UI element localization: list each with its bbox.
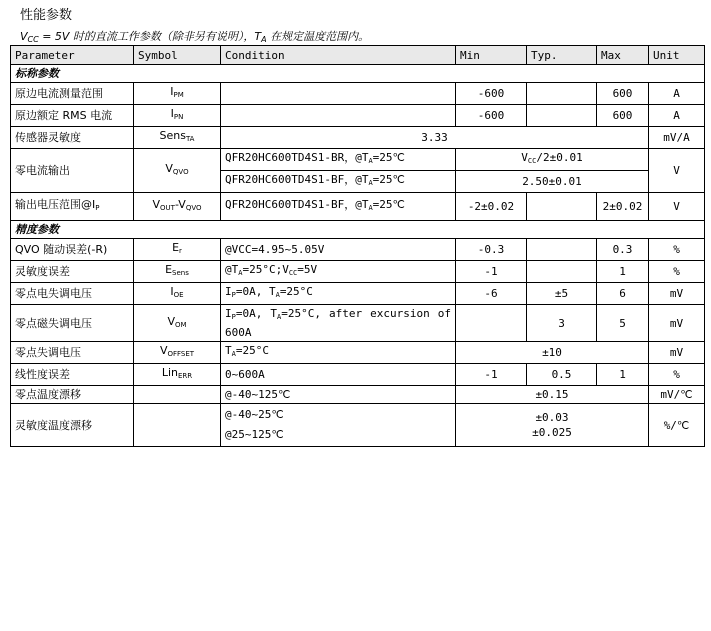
max-cell: 0.3 <box>597 239 649 261</box>
header-max: Max <box>597 46 649 65</box>
min-cell: -0.3 <box>456 239 527 261</box>
typ-cell <box>527 261 597 283</box>
condition-cell: $I_P=0A$, $T_A=25^\circ C$ <box>221 283 456 305</box>
symbol-cell: $I_{OE}$ <box>134 283 221 305</box>
typ-cell: 3 <box>527 305 597 342</box>
param-cell: 原边额定 RMS 电流 <box>11 105 134 127</box>
symbol-cell: $V_{QVO}$ <box>134 149 221 193</box>
condition-cell: 0~600A <box>221 364 456 386</box>
unit-cell: mV/A <box>649 127 705 149</box>
condition-cell: QFR20HC600TD4S1-BR，$@T_A=25℃$ <box>221 149 456 171</box>
table-row <box>11 149 705 171</box>
param-cell: QVO 随动误差(-R) <box>11 239 134 261</box>
param-cell: 原边电流测量范围 <box>11 83 134 105</box>
symbol-cell: $I_{PM}$ <box>134 83 221 105</box>
unit-cell: mV/℃ <box>649 386 705 404</box>
symbol-cell: Lin$_{ERR}$ <box>134 364 221 386</box>
section-row <box>11 65 705 83</box>
unit-cell: % <box>649 261 705 283</box>
header-unit: Unit <box>649 46 705 65</box>
typ-cell: 0.5 <box>527 364 597 386</box>
value-cell: $V_{CC}/2\pm 0.01$ <box>456 149 649 171</box>
header-condition: Condition <box>221 46 456 65</box>
table-row <box>11 305 705 342</box>
max-cell: 2±0.02 <box>597 193 649 221</box>
param-cell: 零点磁失调电压 <box>11 305 134 342</box>
table-row <box>11 283 705 305</box>
header-parameter: Parameter <box>11 46 134 65</box>
unit-cell: mV <box>649 283 705 305</box>
condition-cell: @VCC=4.95~5.05V <box>221 239 456 261</box>
table-row <box>11 342 705 364</box>
typ-cell <box>527 83 597 105</box>
symbol-cell: Sens$_{TA}$ <box>134 127 221 149</box>
section-row <box>11 221 705 239</box>
symbol-cell <box>134 386 221 404</box>
typ-cell <box>527 239 597 261</box>
max-cell: 5 <box>597 305 649 342</box>
condition-line: @-40~25℃ <box>225 408 284 421</box>
condition-cell <box>221 83 456 105</box>
header-min: Min <box>456 46 527 65</box>
min-cell: -1 <box>456 364 527 386</box>
table-header-row <box>11 46 705 65</box>
unit-cell: A <box>649 105 705 127</box>
param-cell: 零电流输出 <box>11 149 134 193</box>
symbol-cell: $V_{OM}$ <box>134 305 221 342</box>
max-cell: 1 <box>597 261 649 283</box>
condition-note: $V_{CC} = 5V$ 时的直流工作参数（除非另有说明），$T_A$ 在规定温度范围内。 <box>20 30 370 44</box>
typ-cell <box>527 105 597 127</box>
symbol-cell <box>134 404 221 447</box>
typ-cell: ±5 <box>527 283 597 305</box>
unit-cell: V <box>649 193 705 221</box>
section-accuracy: 精度参数 <box>11 221 705 239</box>
condition-cell <box>221 404 456 447</box>
max-cell: 600 <box>597 83 649 105</box>
param-cell: 输出电压范围$@I_P$ <box>11 193 134 221</box>
min-cell: -1 <box>456 261 527 283</box>
unit-cell: %/℃ <box>649 404 705 447</box>
param-cell: 灵敏度误差 <box>11 261 134 283</box>
param-cell: 线性度误差 <box>11 364 134 386</box>
table-row <box>11 364 705 386</box>
unit-cell: A <box>649 83 705 105</box>
table-row <box>11 127 705 149</box>
min-cell <box>456 305 527 342</box>
header-symbol: Symbol <box>134 46 221 65</box>
section-nominal: 标称参数 <box>11 65 705 83</box>
param-cell: 灵敏度温度漂移 <box>11 404 134 447</box>
max-cell: 6 <box>597 283 649 305</box>
table-row <box>11 193 705 221</box>
typ-cell <box>527 193 597 221</box>
condition-line: @25~125℃ <box>225 428 284 441</box>
value-cell <box>456 404 649 447</box>
condition-cell: $I_P=0A$, $T_A=25^\circ C$, after excursion of 600A <box>221 305 456 342</box>
symbol-cell: $V_{OFFSET}$ <box>134 342 221 364</box>
condition-cell: QFR20HC600TD4S1-BF，$@T_A=25℃$ <box>221 193 456 221</box>
value-cell: 3.33 <box>221 127 649 149</box>
condition-cell <box>221 105 456 127</box>
table-row <box>11 83 705 105</box>
condition-cell: $@T_A=25^\circ C;V_{CC}=5V$ <box>221 261 456 283</box>
unit-cell: mV <box>649 305 705 342</box>
header-typ: Typ. <box>527 46 597 65</box>
unit-cell: mV <box>649 342 705 364</box>
min-cell: -2±0.02 <box>456 193 527 221</box>
param-cell: 传感器灵敏度 <box>11 127 134 149</box>
max-cell: 1 <box>597 364 649 386</box>
table-row <box>11 261 705 283</box>
unit-cell: % <box>649 239 705 261</box>
symbol-cell: $V_{OUT}-V_{QVO}$ <box>134 193 221 221</box>
value-cell: ±0.15 <box>456 386 649 404</box>
table-row <box>11 105 705 127</box>
unit-cell: % <box>649 364 705 386</box>
param-cell: 零点失调电压 <box>11 342 134 364</box>
symbol-cell: $E_{Sens}$ <box>134 261 221 283</box>
min-cell: -6 <box>456 283 527 305</box>
condition-cell: QFR20HC600TD4S1-BF，$@T_A=25℃$ <box>221 171 456 193</box>
symbol-cell: $E_r$ <box>134 239 221 261</box>
value-cell: 2.50±0.01 <box>456 171 649 193</box>
min-cell: -600 <box>456 83 527 105</box>
max-cell: 600 <box>597 105 649 127</box>
value-line: ±0.025 <box>532 426 572 439</box>
unit-cell: V <box>649 149 705 193</box>
param-cell: 零点电失调电压 <box>11 283 134 305</box>
param-cell: 零点温度漂移 <box>11 386 134 404</box>
table-row <box>11 404 705 447</box>
table-row <box>11 386 705 404</box>
condition-cell: $T_A=25^\circ C$ <box>221 342 456 364</box>
table-row <box>11 239 705 261</box>
value-line: ±0.03 <box>535 411 569 424</box>
min-cell: -600 <box>456 105 527 127</box>
symbol-cell: $I_{PN}$ <box>134 105 221 127</box>
performance-table <box>10 45 705 447</box>
condition-cell: @-40~125℃ <box>221 386 456 404</box>
value-cell: ±10 <box>456 342 649 364</box>
section-heading: 性能参数 <box>20 8 73 23</box>
